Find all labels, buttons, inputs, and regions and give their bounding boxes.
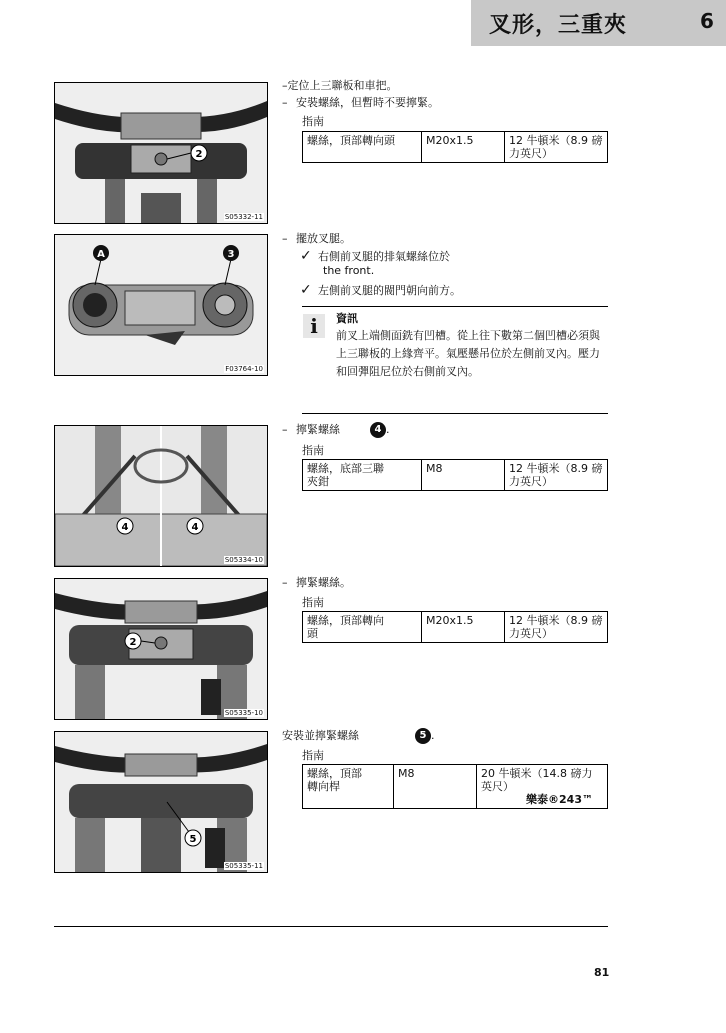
info-line: 上三聯板的上緣齊平。氣壓懸吊位於左側前叉內。壓力 xyxy=(336,347,600,360)
divider xyxy=(302,413,608,414)
spec-thread: M8 xyxy=(422,460,505,491)
spec-table xyxy=(302,459,608,491)
step-text: – 擺放叉腿。 xyxy=(282,232,351,245)
spec-torque: 12 牛頓米（8.9 磅力英尺） xyxy=(505,612,608,643)
spec-torque: 12 牛頓米（8.9 磅力英尺） xyxy=(505,132,608,163)
guide-label: 指南 xyxy=(302,115,324,128)
checkmark-icon: ✓ xyxy=(300,248,312,264)
info-title: 資訊 xyxy=(336,312,358,325)
step-text: – 安裝螺絲，但暫時不要擰緊。 xyxy=(282,96,439,109)
figure-callout: 2 xyxy=(195,149,203,160)
figure-callout: 4 xyxy=(191,522,199,533)
spec-item: 螺絲，底部三聯 夾鉗 xyxy=(303,460,422,491)
spec-table xyxy=(302,764,608,809)
figure-code: F03764-10 xyxy=(225,365,263,373)
figure-fork-tops xyxy=(54,234,268,376)
figure-callout: 2 xyxy=(129,637,137,648)
figure-callout: 5 xyxy=(189,834,197,845)
guide-label: 指南 xyxy=(302,444,324,457)
spec-thread: M8 xyxy=(394,765,477,809)
figure-code: S05335-11 xyxy=(224,862,263,870)
info-icon: i xyxy=(303,314,325,338)
illustration-2 xyxy=(55,235,267,375)
page-number: 81 xyxy=(594,966,610,979)
figure-code: S05335-10 xyxy=(224,709,263,717)
callout-badge: 5 xyxy=(415,728,431,744)
divider xyxy=(302,306,608,307)
spec-table xyxy=(302,611,608,643)
figure-callout: 4 xyxy=(121,522,129,533)
check-item: ✓ 右側前叉腿的排氣螺絲位於 xyxy=(300,248,450,264)
illustration-3 xyxy=(55,426,267,566)
spec-torque-cell xyxy=(477,765,608,809)
info-line: 前叉上端側面銑有凹槽。從上往下數第二個凹槽必須與 xyxy=(336,329,600,342)
figure-callout: 3 xyxy=(227,249,235,260)
checkmark-icon: ✓ xyxy=(300,282,312,298)
spec-torque: 20 牛頓米（14.8 磅力英尺） xyxy=(481,767,593,793)
spec-item: 螺絲，頂部轉向頭 xyxy=(303,132,422,163)
spec-item: 螺絲，頂部轉向 頭 xyxy=(303,612,422,643)
spec-item: 螺絲，頂部 轉向桿 xyxy=(303,765,394,809)
footer-divider xyxy=(54,926,608,927)
guide-label: 指南 xyxy=(302,749,324,762)
figure-code: S05332-11 xyxy=(224,213,263,221)
spec-torque: 12 牛頓米（8.9 磅力英尺） xyxy=(505,460,608,491)
figure-handlebar-top-clamp xyxy=(54,82,268,224)
page-title: 叉形，三重夾 xyxy=(489,12,628,38)
info-line: 和回彈阻尼位於右側前叉內。 xyxy=(336,365,479,378)
step-text: – 擰緊螺絲 4 . xyxy=(282,423,390,436)
chapter-number: 6 xyxy=(700,9,714,33)
step-text: – 擰緊螺絲。 xyxy=(282,576,351,589)
spec-thread: M20x1.5 xyxy=(422,612,505,643)
illustration-1 xyxy=(55,83,267,223)
step-text: 安裝並擰緊螺絲 5 . xyxy=(282,729,435,742)
figure-steering-head-bolt xyxy=(54,578,268,720)
guide-label: 指南 xyxy=(302,596,324,609)
figure-steering-stem-bolt xyxy=(54,731,268,873)
step-text: –定位上三聯板和車把。 xyxy=(282,79,398,92)
check-item-continued: the front. xyxy=(323,264,375,277)
illustration-5 xyxy=(55,732,267,872)
illustration-4 xyxy=(55,579,267,719)
callout-badge: 4 xyxy=(370,422,386,438)
loctite-label: 樂泰®243™ xyxy=(526,793,593,806)
check-item: ✓ 左側前叉腿的閥門朝向前方。 xyxy=(300,282,461,298)
spec-thread: M20x1.5 xyxy=(422,132,505,163)
figure-code: S05334-10 xyxy=(224,556,263,564)
spec-table xyxy=(302,131,608,163)
figure-callout: A xyxy=(97,249,105,260)
figure-lower-clamp xyxy=(54,425,268,567)
